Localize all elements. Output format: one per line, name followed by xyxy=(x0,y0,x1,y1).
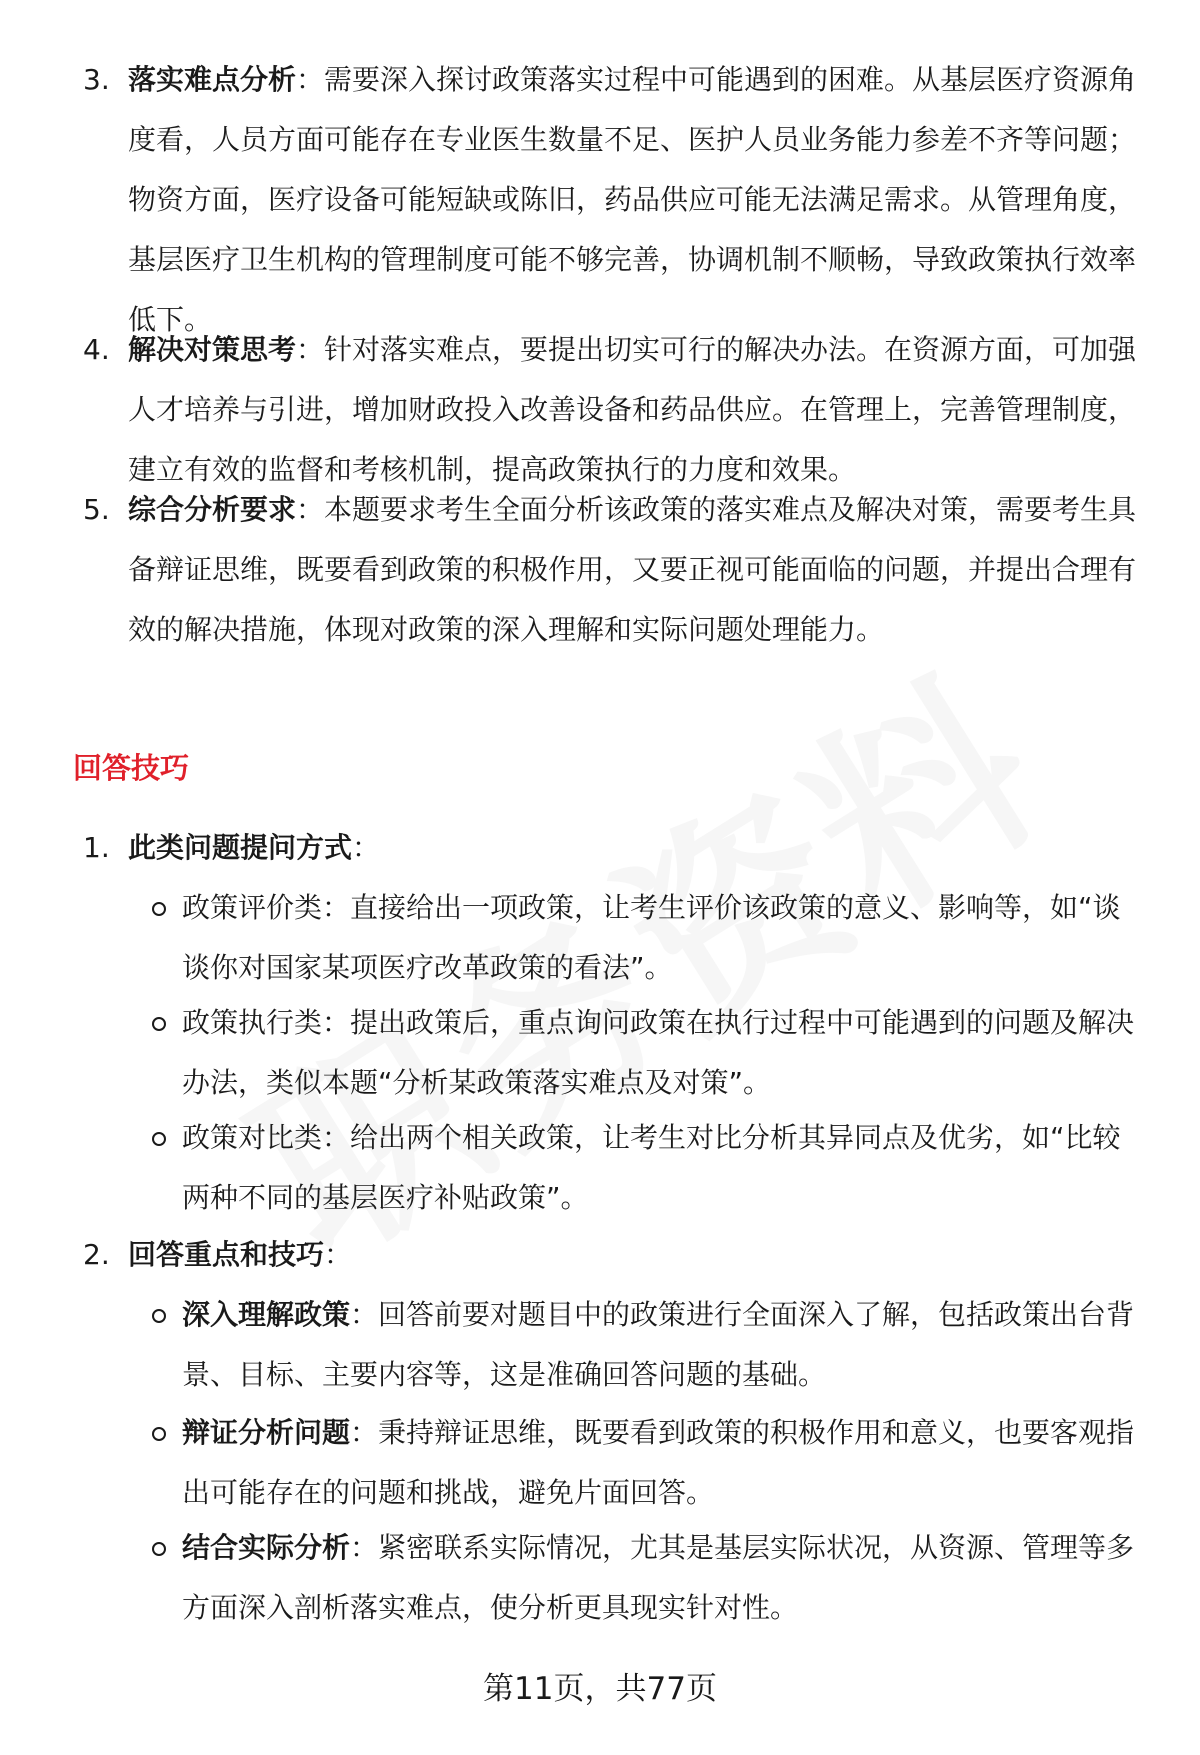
list-number: 1. xyxy=(83,831,110,864)
subitem-title: 结合实际分析 xyxy=(182,1531,351,1564)
item-title: 落实难点分析 xyxy=(128,63,297,96)
circle-bullet-icon xyxy=(148,1403,170,1463)
item-text: ：针对落实难点，要提出切实可行的解决办法。在资源方面，可加强人才培养与引进，增加财政投入改善设备和药品供应。在管理上，完善管理制度，建立有效的监督和考核机制，提高政策执行的力度和效果。 xyxy=(128,333,1137,486)
subitem-title: 深入理解政策 xyxy=(182,1298,351,1331)
list-item-body xyxy=(128,50,1143,350)
list-number: 5. xyxy=(83,493,110,526)
circle-bullet-icon xyxy=(148,993,170,1053)
circle-bullet-icon xyxy=(148,878,170,938)
item-text: ： xyxy=(324,1238,353,1271)
list-number: 3. xyxy=(83,63,110,96)
subitem-text: 政策评价类：直接给出一项政策，让考生评价该政策的意义、影响等，如“谈谈你对国家某项医疗改革政策的看法”。 xyxy=(182,891,1121,984)
subitem-text: 政策对比类：给出两个相关政策，让考生对比分析其异同点及优劣，如“比较两种不同的基层医疗补贴政策”。 xyxy=(182,1121,1121,1214)
circle-bullet-icon xyxy=(148,1108,170,1168)
item-text: ：本题要求考生全面分析该政策的落实难点及解决对策，需要考生具备辩证思维，既要看到政策的积极作用，又要正视可能面临的问题，并提出合理有效的解决措施，体现对政策的深入理解和实际问题处理能力。 xyxy=(128,493,1137,646)
item-title: 此类问题提问方式 xyxy=(128,831,353,864)
list-item-body xyxy=(128,1225,1143,1285)
item-title: 解决对策思考 xyxy=(128,333,297,366)
subitem-text: ：秉持辩证思维，既要看到政策的积极作用和意义，也要客观指出可能存在的问题和挑战，避免片面回答。 xyxy=(182,1416,1135,1509)
subitem-title: 辩证分析问题 xyxy=(182,1416,351,1449)
subitem-body xyxy=(182,1285,1142,1405)
section-title: 回答技巧 xyxy=(73,751,190,785)
page-number-footer: 第11页，共77页 xyxy=(483,1671,717,1707)
subitem-body xyxy=(182,1518,1142,1638)
item-text: ：需要深入探讨政策落实过程中可能遇到的困难。从基层医疗资源角度看，人员方面可能存在专业医生数量不足、医护人员业务能力参差不齐等问题；物资方面，医疗设备可能短缺或陈旧，药品供应可能无法满足需求。从管理角度，基层医疗卫生机构的管理制度可能不够完善，协调机制不顺畅，导致政策执行效率低下。 xyxy=(128,63,1137,336)
list-number: 4. xyxy=(83,333,110,366)
subitem-text: ：紧密联系实际情况，尤其是基层实际状况，从资源、管理等多方面深入剖析落实难点，使分析更具现实针对性。 xyxy=(182,1531,1135,1624)
item-title: 回答重点和技巧 xyxy=(128,1238,325,1271)
subitem-text: 政策执行类：提出政策后，重点询问政策在执行过程中可能遇到的问题及解决办法，类似本题“分析某政策落实难点及对策”。 xyxy=(182,1006,1135,1099)
subitem-text: ：回答前要对题目中的政策进行全面深入了解，包括政策出台背景、目标、主要内容等，这是准确回答问题的基础。 xyxy=(182,1298,1135,1391)
item-text: ： xyxy=(352,831,381,864)
list-item-body xyxy=(128,818,1143,878)
list-number: 2. xyxy=(83,1238,110,1271)
list-item-body xyxy=(128,320,1143,500)
circle-bullet-icon xyxy=(148,1518,170,1578)
circle-bullet-icon xyxy=(148,1285,170,1345)
item-title: 综合分析要求 xyxy=(128,493,297,526)
subitem-body xyxy=(182,1403,1142,1523)
list-item-body xyxy=(128,480,1143,660)
